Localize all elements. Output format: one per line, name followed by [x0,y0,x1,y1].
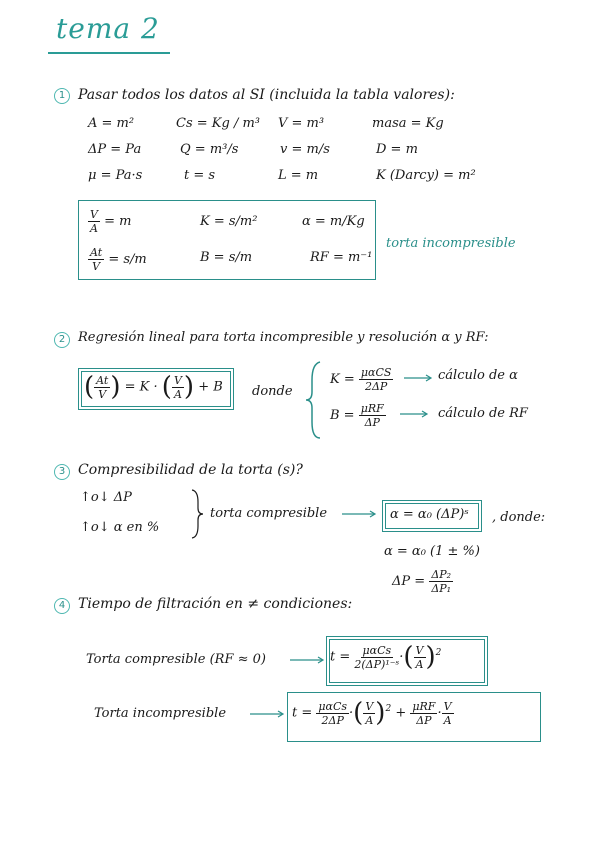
arrow-s3 [342,510,378,518]
unit-volume: V = m³ [278,116,325,131]
section-1-heading: Pasar todos los datos al SI (incluida la tabla valores): [78,87,455,103]
alpha-change: ↑o↓ α en % [80,520,160,535]
box-at-over-v: $\frac{At}{V}$ = s/m [90,246,147,273]
arrow-b [400,410,430,418]
unit-time: t = s [184,168,216,183]
box-alpha-unit: α = m/Kg [302,214,365,229]
section-3-number: 3 [54,464,70,480]
curly-brace-s2 [306,360,326,440]
section-3-heading: Compresibilidad de la torta (s)? [78,462,303,478]
section-2-number: 2 [54,332,70,348]
unit-pressure: ΔP = Pa [88,142,142,157]
box-b-unit: B = s/m [200,250,253,265]
regression-equation: ( $\frac{At}{V}$ ) = K · ( $\frac{V}{A}$ ) + B [84,372,223,402]
incompresible-time-label: Torta incompresible [94,706,227,721]
arrow-k [404,374,434,382]
torta-compresible-label: torta compresible [210,506,328,521]
pressure-change: ↑o↓ ΔP [80,490,132,505]
compressibility-equation: α = α₀ (ΔP)ˢ [390,507,469,522]
donde-label-s3: , donde: [492,510,546,525]
unit-diameter: D = m [376,142,418,157]
unit-area: A = m² [88,116,135,131]
curly-brace-s3 [190,488,204,540]
arrow-incompresible [250,710,286,718]
section-4-heading: Tiempo de filtración en ≠ condiciones: [78,596,353,612]
unit-darcy: K (Darcy) = m² [376,168,476,183]
arrow-compresible [290,656,326,664]
alpha-variation: α = α₀ (1 ± %) [384,544,480,559]
section-1-number: 1 [54,88,70,104]
unit-viscosity: μ = Pa·s [88,168,143,183]
compresible-time-label: Torta compresible (RF ≈ 0) [86,652,266,667]
k-definition: K = $\frac{\text{μαCS}}{2\Delta P}$ [330,366,392,393]
box-k-unit: K = s/m² [200,214,258,229]
b-definition: B = $\frac{\text{μRF}}{\Delta P}$ [330,402,384,429]
section-4-number: 4 [54,598,70,614]
unit-velocity: v = m/s [280,142,330,157]
donde-label: donde [252,384,293,399]
unit-flow: Q = m³/s [180,142,239,157]
unit-cs: Cs = Kg / m³ [176,116,260,131]
unit-mass: masa = Kg [372,116,444,131]
box-v-over-a: $\frac{V}{A}$ = m [90,208,132,235]
incompresible-time-equation: t = $\frac{\text{μαCs}}{2\Delta P}$ ·( $\frac{V}{A}$ )$^2$ + $\frac{\text{μRF}}{\Delta P}$ · $\frac{V}{A}$ [292,698,452,728]
calculo-rf: cálculo de RF [438,406,528,421]
box-rf-unit: RF = m⁻¹ [310,250,373,265]
page-title: tema 2 [56,12,160,45]
section-2-heading: Regresión lineal para torta incompresible y resolución α y RF: [78,330,489,345]
pressure-ratio: ΔP = $\frac{\text{ΔP₂}}{\text{ΔP₁}}$ [392,568,452,595]
calculo-alpha: cálculo de α [438,368,518,383]
torta-incompresible-note: torta incompresible [386,236,516,251]
unit-length: L = m [278,168,319,183]
compresible-time-equation: t = $\frac{\text{μαCs}}{\text{2(ΔP)¹⁻ˢ}}$ ·( $\frac{V}{A}$ )$^2$ [330,642,442,672]
title-underline [48,52,170,54]
